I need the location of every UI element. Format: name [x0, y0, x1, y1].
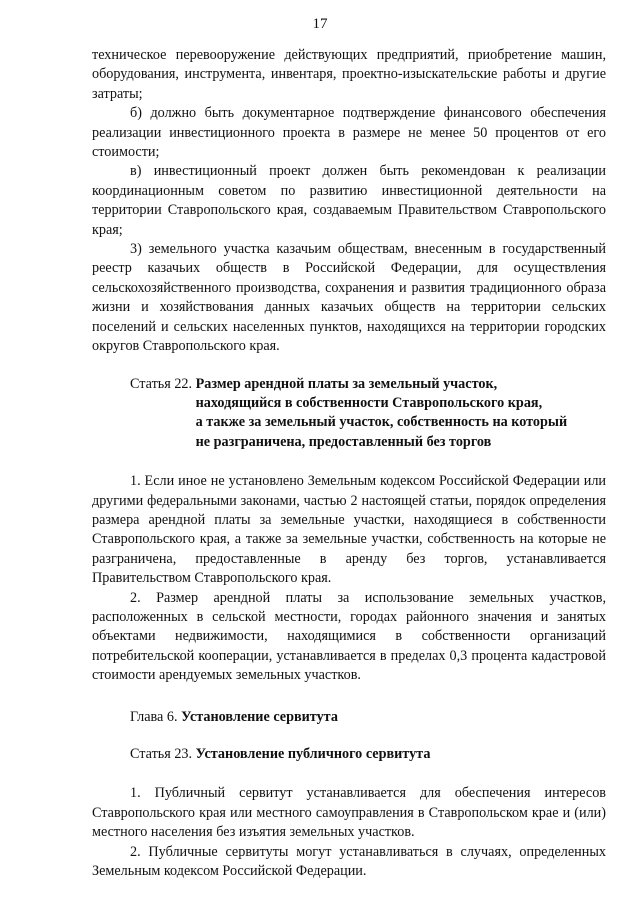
article-22-label: Статья 22.: [130, 375, 196, 392]
article-23-title: Установление публичного сервитута: [195, 746, 431, 762]
paragraph: 2. Размер арендной платы за использование земельных участков, расположенных в сельской местности, городах районного значения и занятых объектами недвижимости, находящимися в собственности организаций потребительской кооперации, устанавливается в пределах 0,3 процента кадастровой стоимости арендуемых земельных участков.: [92, 589, 606, 684]
article-22-title-line: не разграничена, предоставленный без торгов: [195, 433, 492, 450]
paragraph: 1. Публичный сервитут устанавливается для обеспечения интересов Ставропольского края или местного самоуправления в Ставропольском крае и (или) местного населения без изъятия земельных участков.: [92, 785, 606, 841]
article-22-title-line: находящийся в собственности Ставропольского края,: [195, 394, 543, 411]
paragraph: б) должно быть документарное подтверждение финансового обеспечения реализации инвестиционного проекта в размере не менее 50 процентов от его стоимости;: [92, 105, 606, 161]
paragraph: 3) земельного участка казачьим обществам, внесенным в государственный реестр казачьих обществ в Российской Федерации, для осуществления сельскохозяйственного производства, сохранения и развития традиционного образа жизни и хозяйствования данных казачьих обществ на территории сельских поселений и сельских населенных пунктов, находящихся на территории городских округов Ставропольского края.: [92, 241, 606, 355]
chapter-6-label: Глава 6.: [130, 708, 182, 725]
paragraph: техническое перевооружение действующих предприятий, приобретение машин, оборудования, инструмента, инвентаря, проектно-изыскательские работы и другие затраты;: [92, 47, 606, 102]
paragraph: 2. Публичные сервитуты могут устанавливаться в случаях, определенных Земельным кодексом Российской Федерации.: [92, 843, 606, 880]
document-body: [92, 46, 606, 881]
article-23-heading: [92, 745, 606, 764]
article-22-title: [196, 375, 568, 453]
chapter-6-heading: [92, 708, 606, 727]
paragraph: в) инвестиционный проект должен быть рекомендован к реализации координационным советом по развитию инвестиционной деятельности на территории Ставропольского края, создаваемым Правительством Ставропольского края;: [92, 163, 606, 238]
article-23-label: Статья 23.: [130, 746, 196, 762]
article-22-heading: [92, 375, 606, 453]
page-number: 17: [312, 16, 328, 32]
paragraph: 1. Если иное не установлено Земельным кодексом Российской Федерации или другими федеральными законами, частью 2 настоящей статьи, порядок определения размера арендной платы за земельные участки, находящиеся в собственности Ставропольского края, а также за земельные участки, собственность на которые не разграничена, предоставленные в аренду без торгов, устанавливается Правительством Ставропольского края.: [92, 473, 606, 587]
article-22-title-line: а также за земельный участок, собственность на который: [195, 414, 568, 431]
chapter-6-title: Установление сервитута: [181, 708, 338, 725]
article-22-title-line: Размер арендной платы за земельный участок,: [195, 375, 498, 392]
